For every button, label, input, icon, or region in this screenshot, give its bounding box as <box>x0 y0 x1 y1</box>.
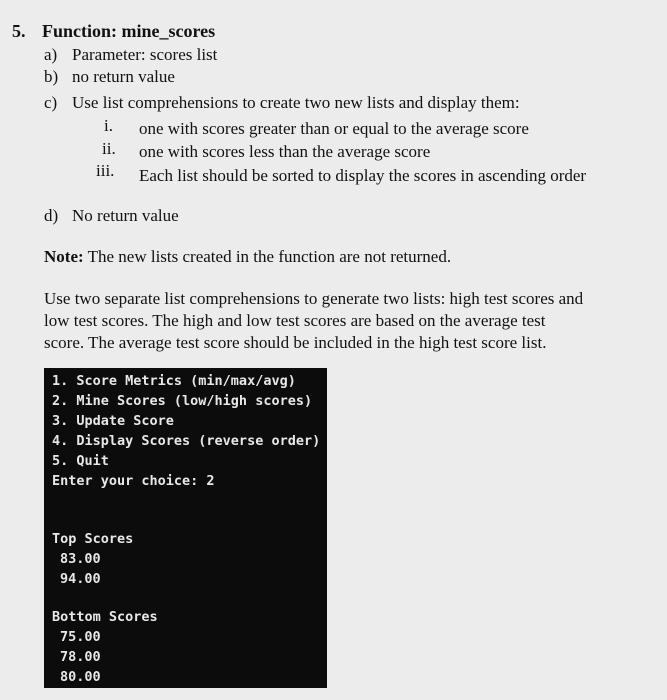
item-d-marker: d) <box>44 206 59 225</box>
menu-option-4: 4. Display Scores (reverse order) <box>52 433 321 449</box>
section-number: 5. <box>12 21 26 41</box>
item-c-sub-2-marker: ii. <box>102 139 116 158</box>
top-score-value: 94.00 <box>60 571 101 587</box>
bottom-score-value: 78.00 <box>60 649 101 665</box>
section-title: Function: mine_scores <box>42 21 216 41</box>
menu-option-2: 2. Mine Scores (low/high scores) <box>52 393 313 409</box>
item-c-text: Use list comprehensions to create two new lists and display them: <box>72 93 520 112</box>
choice-prompt: Enter your choice: 2 <box>52 473 215 489</box>
item-a-text: Parameter: scores list <box>72 45 218 64</box>
item-d-text: No return value <box>72 206 179 225</box>
terminal-output <box>44 368 327 688</box>
menu-option-1: 1. Score Metrics (min/max/avg) <box>52 373 296 389</box>
item-c-sub-1-text: one with scores greater than or equal to the average score <box>139 119 529 138</box>
item-b-text: no return value <box>72 67 175 86</box>
paragraph-line-2: low test scores. The high and low test scores are based on the average test <box>44 311 546 330</box>
bottom-score-value: 80.00 <box>60 669 101 685</box>
menu-option-3: 3. Update Score <box>52 413 174 429</box>
item-c-marker: c) <box>44 93 58 112</box>
item-c-sub-1-marker: i. <box>104 116 113 135</box>
item-c-sub-2-text: one with scores less than the average score <box>139 142 431 161</box>
note-line <box>44 247 451 267</box>
top-scores-heading: Top Scores <box>52 531 134 547</box>
bottom-scores-heading: Bottom Scores <box>52 609 158 625</box>
top-score-value: 83.00 <box>60 551 101 567</box>
paragraph-line-3: score. The average test score should be included in the high test score list. <box>44 333 547 352</box>
note-label: Note: <box>44 247 84 266</box>
paragraph-line-1: Use two separate list comprehensions to generate two lists: high test scores and <box>44 289 584 308</box>
item-a-marker: a) <box>44 45 58 64</box>
item-c-sub-3-text: Each list should be sorted to display the scores in ascending order <box>139 166 587 185</box>
menu-option-5: 5. Quit <box>52 453 109 469</box>
bottom-score-value: 75.00 <box>60 629 101 645</box>
note-text: The new lists created in the function are not returned. <box>87 247 452 266</box>
item-c-sub-3-marker: iii. <box>96 161 115 180</box>
item-b-marker: b) <box>44 67 59 86</box>
